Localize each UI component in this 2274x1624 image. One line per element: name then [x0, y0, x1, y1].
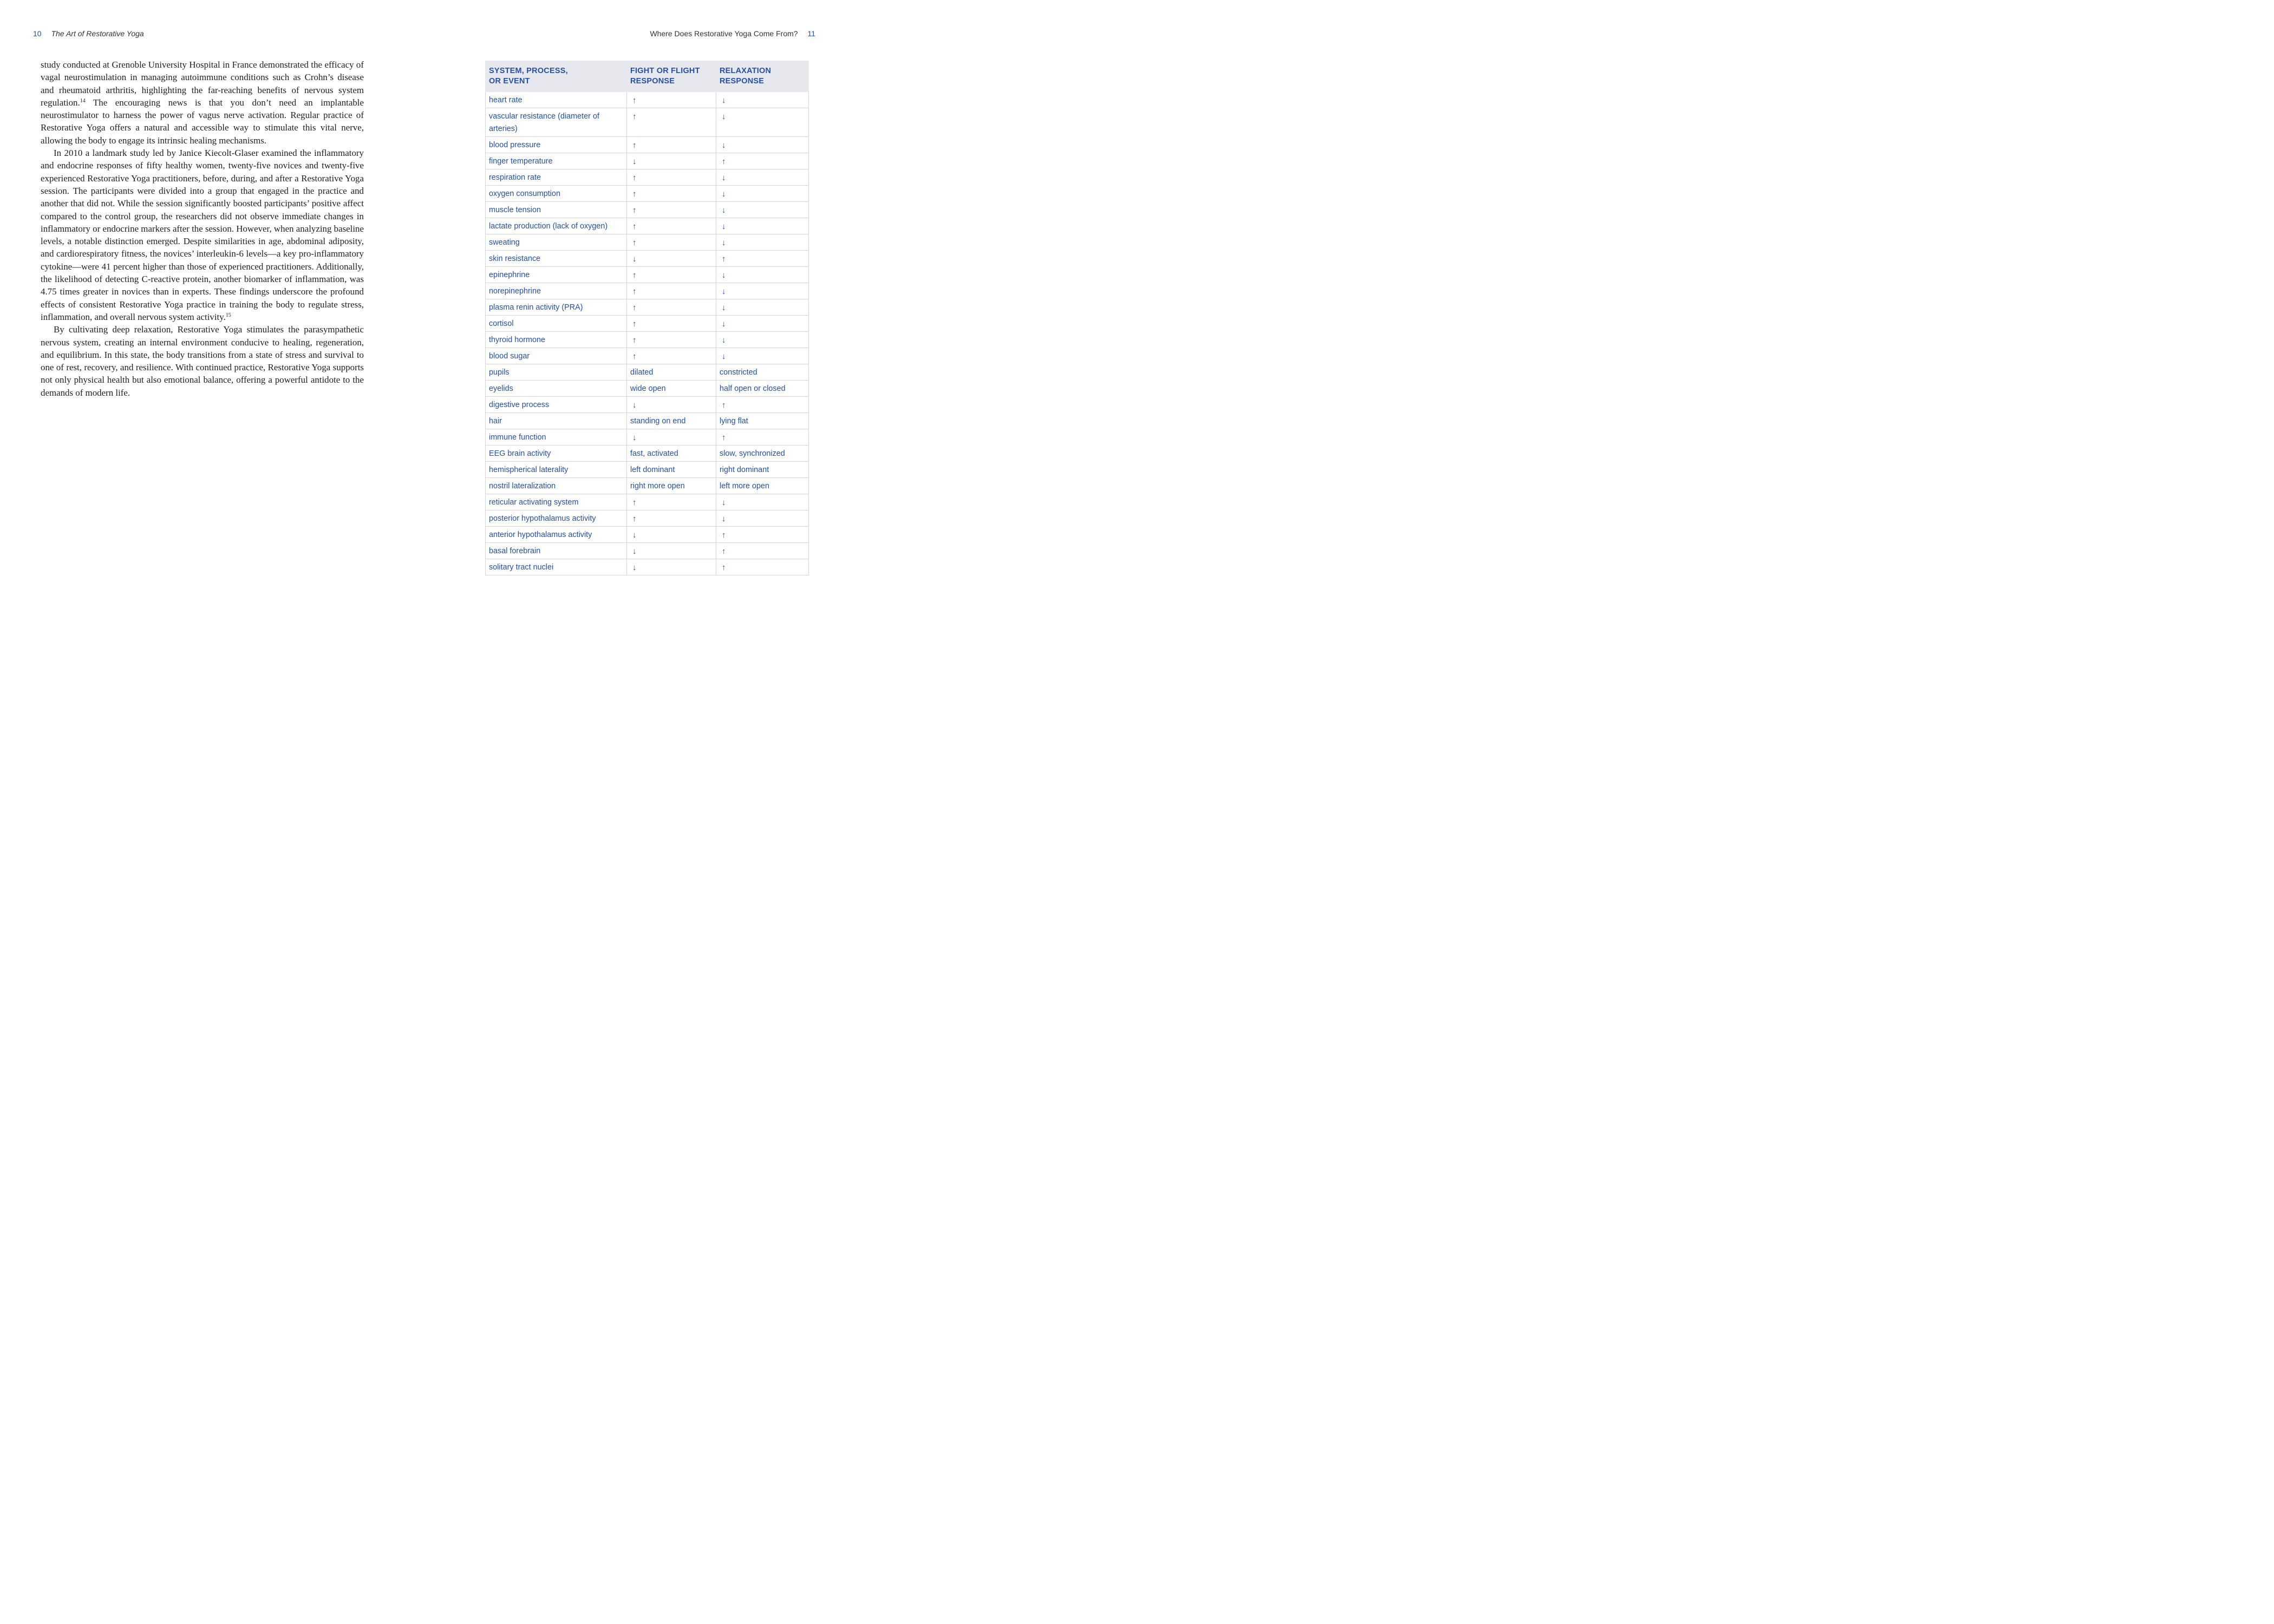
cell-fight-or-flight: wide open — [627, 381, 716, 397]
cell-relaxation: slow, synchronized — [716, 446, 809, 462]
cell-system-process-event: blood sugar — [486, 348, 627, 364]
table-header-row — [486, 61, 809, 92]
header-system-process-event — [486, 61, 627, 92]
table-row — [486, 543, 809, 559]
running-title-right: Where Does Restorative Yoga Come From? — [650, 29, 798, 38]
cell-relaxation: ↑ — [716, 527, 809, 543]
cell-relaxation: constricted — [716, 364, 809, 381]
running-head-right — [650, 29, 815, 38]
table-row — [486, 478, 809, 494]
header-line: OR EVENT — [489, 77, 530, 86]
cell-system-process-event: reticular activating system — [486, 494, 627, 510]
table-row — [486, 559, 809, 575]
left-page — [0, 0, 424, 606]
table-row — [486, 137, 809, 153]
cell-fight-or-flight: ↑ — [627, 218, 716, 234]
table-row — [486, 251, 809, 267]
header-fight-or-flight — [627, 61, 716, 92]
header-line: RESPONSE — [720, 77, 764, 86]
cell-relaxation: ↑ — [716, 153, 809, 169]
cell-system-process-event: respiration rate — [486, 169, 627, 186]
table-row — [486, 462, 809, 478]
cell-fight-or-flight: ↑ — [627, 92, 716, 108]
cell-fight-or-flight: ↑ — [627, 510, 716, 527]
cell-system-process-event: heart rate — [486, 92, 627, 108]
cell-fight-or-flight: ↑ — [627, 202, 716, 218]
table-row — [486, 332, 809, 348]
cell-relaxation: ↓ — [716, 283, 809, 299]
cell-system-process-event: immune function — [486, 429, 627, 446]
cell-relaxation: left more open — [716, 478, 809, 494]
table-row — [486, 186, 809, 202]
cell-relaxation: ↓ — [716, 186, 809, 202]
cell-system-process-event: thyroid hormone — [486, 332, 627, 348]
cell-fight-or-flight: ↑ — [627, 186, 716, 202]
cell-relaxation: ↑ — [716, 429, 809, 446]
cell-fight-or-flight: ↓ — [627, 153, 716, 169]
cell-system-process-event: pupils — [486, 364, 627, 381]
table-row — [486, 169, 809, 186]
book-spread — [0, 0, 849, 606]
cell-relaxation: ↓ — [716, 332, 809, 348]
cell-relaxation: ↓ — [716, 299, 809, 316]
cell-relaxation: ↓ — [716, 510, 809, 527]
paragraph-2 — [41, 147, 364, 323]
table-row — [486, 283, 809, 299]
cell-system-process-event: cortisol — [486, 316, 627, 332]
table-row — [486, 364, 809, 381]
header-relaxation — [716, 61, 809, 92]
cell-fight-or-flight: ↑ — [627, 234, 716, 251]
cell-system-process-event: lactate production (lack of oxygen) — [486, 218, 627, 234]
paragraph-1 — [41, 58, 364, 147]
header-line: RESPONSE — [630, 77, 675, 86]
footnote-marker: 15 — [225, 312, 231, 318]
cell-relaxation: ↑ — [716, 559, 809, 575]
cell-system-process-event: blood pressure — [486, 137, 627, 153]
cell-system-process-event: nostril lateralization — [486, 478, 627, 494]
cell-fight-or-flight: ↓ — [627, 559, 716, 575]
cell-fight-or-flight: left dominant — [627, 462, 716, 478]
cell-fight-or-flight: ↑ — [627, 348, 716, 364]
cell-relaxation: ↓ — [716, 494, 809, 510]
cell-relaxation: ↓ — [716, 202, 809, 218]
cell-relaxation: ↓ — [716, 267, 809, 283]
cell-fight-or-flight: ↑ — [627, 494, 716, 510]
cell-fight-or-flight: standing on end — [627, 413, 716, 429]
cell-fight-or-flight: ↑ — [627, 332, 716, 348]
cell-fight-or-flight: ↓ — [627, 429, 716, 446]
cell-fight-or-flight: ↑ — [627, 267, 716, 283]
cell-system-process-event: vascular resistance (diameter of arteries) — [486, 108, 627, 137]
cell-fight-or-flight: ↑ — [627, 137, 716, 153]
cell-relaxation: ↑ — [716, 397, 809, 413]
table-row — [486, 234, 809, 251]
cell-fight-or-flight: ↓ — [627, 543, 716, 559]
page-number-left: 10 — [33, 29, 42, 38]
table-row — [486, 397, 809, 413]
right-page — [424, 0, 849, 606]
running-title-left: The Art of Restorative Yoga — [51, 29, 144, 38]
cell-fight-or-flight: ↑ — [627, 283, 716, 299]
cell-fight-or-flight: ↑ — [627, 169, 716, 186]
cell-system-process-event: basal forebrain — [486, 543, 627, 559]
cell-relaxation: ↓ — [716, 316, 809, 332]
body-text — [41, 58, 364, 399]
table-row — [486, 108, 809, 137]
paragraph-text: study conducted at Grenoble University Hospital in France demonstrated the efficacy of vagal neurostimulation in managing autoimmune conditions such as Crohn’s disease and rheumatoid arthritis, highlighting the far-reaching benefits of nervous system regulation. — [41, 60, 364, 108]
cell-relaxation: ↓ — [716, 108, 809, 137]
paragraph-text-continued: The encouraging news is that you don’t need an implantable neurostimulator to harness the power of vagus nerve activation. Regular practice of Restorative Yoga offers a natural and accessible way to stimulate this vital nerve, allowing the body to engage its intrinsic healing mechanisms. — [41, 97, 364, 146]
cell-system-process-event: posterior hypothalamus activity — [486, 510, 627, 527]
cell-relaxation: half open or closed — [716, 381, 809, 397]
running-head-left — [33, 29, 144, 38]
cell-relaxation: ↑ — [716, 251, 809, 267]
table-row — [486, 348, 809, 364]
response-comparison-table — [485, 61, 809, 575]
header-line: SYSTEM, PROCESS, — [489, 67, 568, 75]
table-row — [486, 510, 809, 527]
header-line: RELAXATION — [720, 67, 772, 75]
cell-fight-or-flight: fast, activated — [627, 446, 716, 462]
table-row — [486, 381, 809, 397]
cell-fight-or-flight: ↑ — [627, 299, 716, 316]
cell-system-process-event: sweating — [486, 234, 627, 251]
cell-system-process-event: digestive process — [486, 397, 627, 413]
table-row — [486, 494, 809, 510]
cell-fight-or-flight: dilated — [627, 364, 716, 381]
paragraph-3 — [41, 323, 364, 399]
cell-system-process-event: epinephrine — [486, 267, 627, 283]
table-row — [486, 92, 809, 108]
cell-relaxation: ↓ — [716, 92, 809, 108]
cell-system-process-event: EEG brain activity — [486, 446, 627, 462]
cell-fight-or-flight: ↓ — [627, 397, 716, 413]
cell-system-process-event: solitary tract nuclei — [486, 559, 627, 575]
cell-system-process-event: eyelids — [486, 381, 627, 397]
cell-relaxation: ↓ — [716, 169, 809, 186]
cell-fight-or-flight: ↑ — [627, 316, 716, 332]
table-row — [486, 299, 809, 316]
table-row — [486, 446, 809, 462]
cell-fight-or-flight: ↓ — [627, 527, 716, 543]
cell-relaxation: lying flat — [716, 413, 809, 429]
footnote-marker: 14 — [80, 97, 86, 104]
cell-relaxation: right dominant — [716, 462, 809, 478]
table-row — [486, 316, 809, 332]
cell-system-process-event: norepinephrine — [486, 283, 627, 299]
cell-fight-or-flight: ↑ — [627, 108, 716, 137]
cell-system-process-event: oxygen consumption — [486, 186, 627, 202]
cell-system-process-event: plasma renin activity (PRA) — [486, 299, 627, 316]
table-row — [486, 267, 809, 283]
response-comparison-table-wrap — [485, 61, 808, 575]
table-row — [486, 527, 809, 543]
cell-relaxation: ↓ — [716, 218, 809, 234]
cell-system-process-event: finger temperature — [486, 153, 627, 169]
cell-fight-or-flight: right more open — [627, 478, 716, 494]
cell-relaxation: ↑ — [716, 543, 809, 559]
cell-relaxation: ↓ — [716, 234, 809, 251]
paragraph-text: By cultivating deep relaxation, Restorative Yoga stimulates the parasympathetic nervous system, creating an internal environment conducive to healing, regeneration, and equilibrium. In this state, the body transitions from a state of stress and survival to one of rest, recovery, and resilience. With continued practice, Restorative Yoga supports not only physical health but also emotional balance, offering a powerful antidote to the demands of modern life. — [41, 324, 364, 398]
cell-system-process-event: muscle tension — [486, 202, 627, 218]
cell-system-process-event: hair — [486, 413, 627, 429]
cell-system-process-event: anterior hypothalamus activity — [486, 527, 627, 543]
cell-fight-or-flight: ↓ — [627, 251, 716, 267]
table-row — [486, 429, 809, 446]
page-number-right: 11 — [807, 29, 815, 38]
table-row — [486, 202, 809, 218]
table-row — [486, 153, 809, 169]
cell-relaxation: ↓ — [716, 137, 809, 153]
header-line: FIGHT OR FLIGHT — [630, 67, 700, 75]
paragraph-text: In 2010 a landmark study led by Janice Kiecolt-Glaser examined the inflammatory and endocrine responses of fifty healthy women, twenty-five novices and twenty-five experienced Restorative Yoga practitioners, before, during, and after a Restorative Yoga session. The participants were divided into a group that engaged in the practice and another that did not. While the session significantly boosted participants’ positive affect compared to the control group, the researchers did not observe immediate changes in inflammatory or endocrine markers after the session. However, when analyzing baseline levels, a notable distinction emerged. Despite similarities in age, abdominal adiposity, and cardiorespiratory fitness, the novices’ interleukin-6 levels—a key pro-inflammatory cytokine—were 41 percent higher than those of experienced practitioners. Additionally, the likelihood of detecting C-reactive protein, another biomarker of inflammation, was 4.75 times greater in novices than in experts. These findings underscore the profound effects of consistent Restorative Yoga practice in training the body to regulate stress, inflammation, and overall nervous system activity. — [41, 148, 364, 322]
cell-relaxation: ↓ — [716, 348, 809, 364]
cell-system-process-event: hemispherical laterality — [486, 462, 627, 478]
table-row — [486, 413, 809, 429]
table-row — [486, 218, 809, 234]
table-body — [486, 92, 809, 575]
cell-system-process-event: skin resistance — [486, 251, 627, 267]
